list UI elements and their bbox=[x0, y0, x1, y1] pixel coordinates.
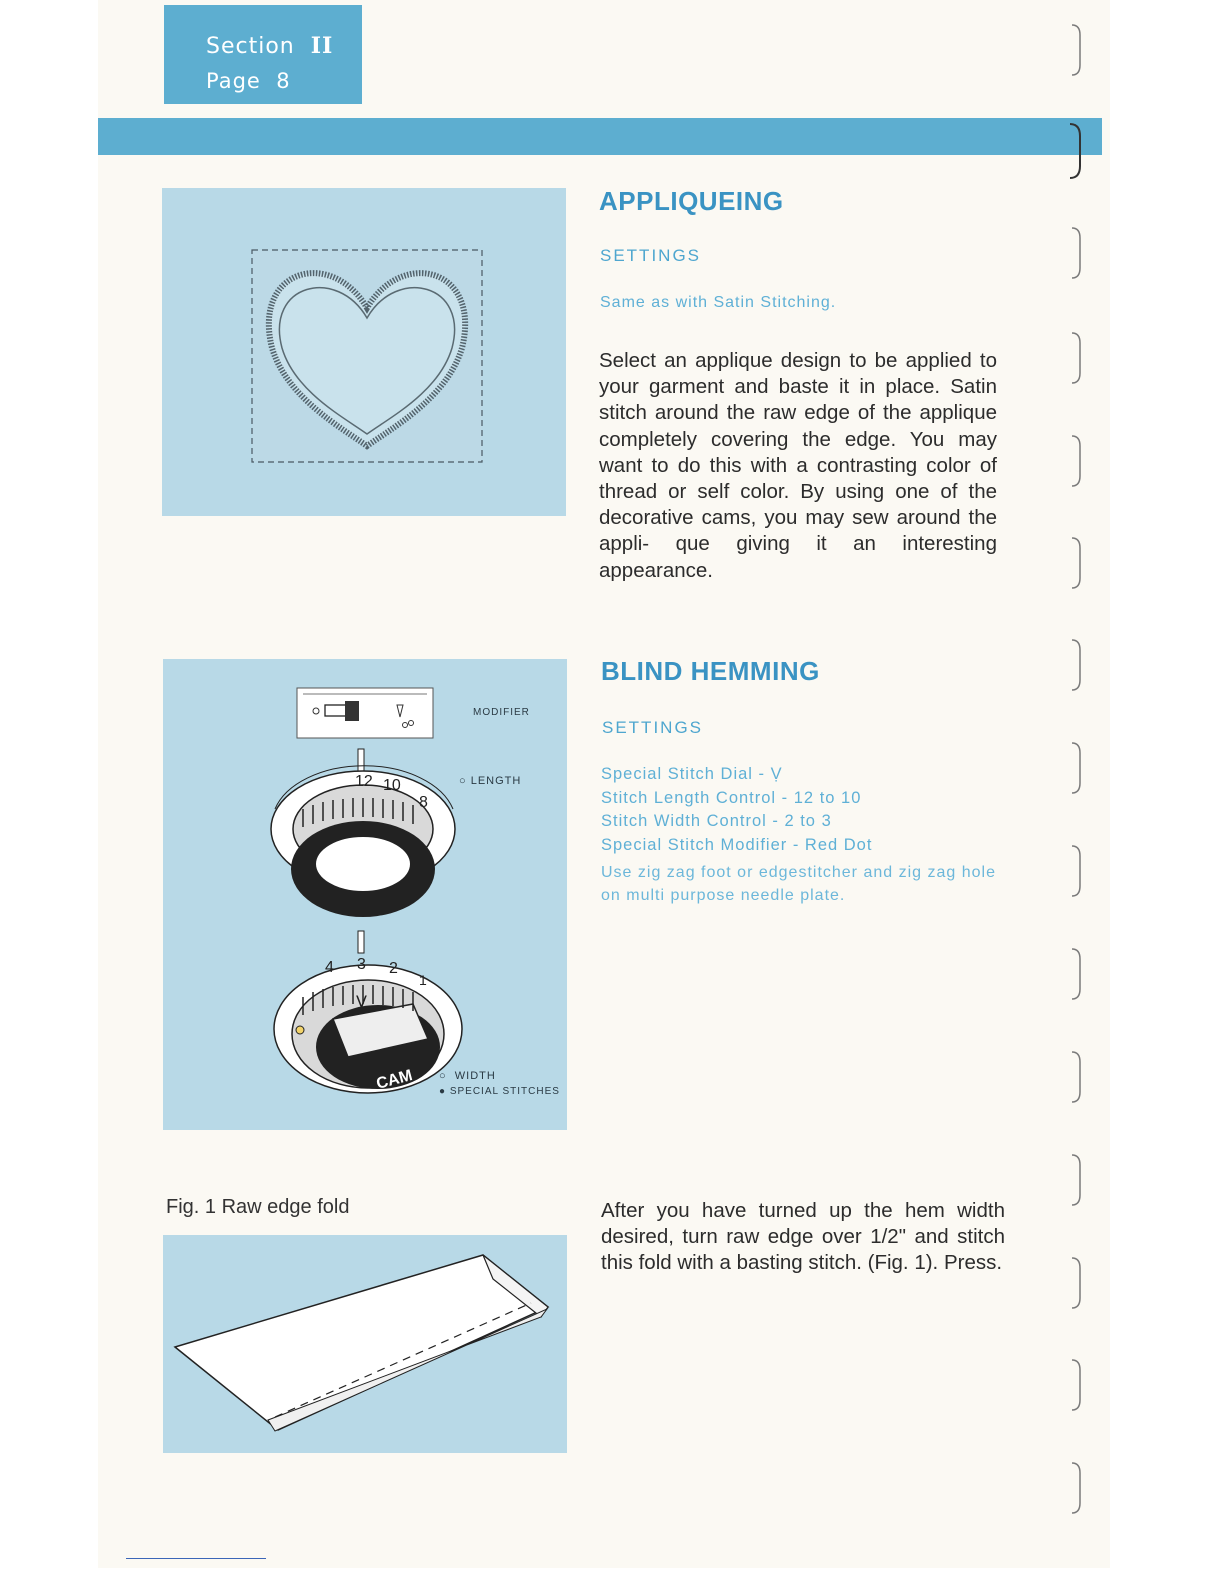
width-number-2: 2 bbox=[389, 960, 398, 977]
length-number-10: 10 bbox=[383, 777, 401, 794]
width-number-1: 1 bbox=[419, 972, 427, 988]
modifier-label: MODIFIER bbox=[473, 707, 530, 718]
appliqueing-settings-note: Same as with Satin Stitching. bbox=[600, 294, 837, 311]
setting-special-stitch-dial: Special Stitch Dial - Ṿ bbox=[601, 765, 783, 783]
setting-special-stitch-modifier: Special Stitch Modifier - Red Dot bbox=[601, 835, 873, 854]
length-number-8: 8 bbox=[419, 794, 428, 811]
appliqueing-body: Select an applique design to be applied to your garment and baste it in place. Satin stitch around the raw edge of the applique completely covering the edge. You may want to do this with a contrasting color of thread or self color. By using one of the decorative cams, you may sew around the appli- que giving it an interesting appearance. bbox=[599, 349, 997, 582]
applique-heart-figure bbox=[162, 188, 566, 516]
appliqueing-title: APPLIQUEING bbox=[599, 186, 784, 216]
fig1-caption: Fig. 1 Raw edge fold bbox=[166, 1196, 350, 1218]
blind-hemming-settings-list bbox=[601, 763, 1001, 857]
raw-edge-fold-figure bbox=[163, 1235, 567, 1453]
page-label: Page 8 bbox=[206, 69, 291, 93]
binder-edge bbox=[1050, 0, 1100, 1568]
width-label: ○ WIDTH bbox=[439, 1070, 496, 1082]
width-number-3: 3 bbox=[357, 956, 366, 973]
blind-hemming-settings-label: SETTINGS bbox=[602, 718, 704, 737]
header-band bbox=[98, 118, 1102, 155]
setting-stitch-width: Stitch Width Control - 2 to 3 bbox=[601, 812, 832, 830]
width-number-4: 4 bbox=[325, 959, 334, 976]
length-label: ○ LENGTH bbox=[459, 775, 522, 787]
stitch-glyph: Ṿ bbox=[356, 992, 367, 1011]
blind-hemming-body: After you have turned up the hem width desired, turn raw edge over 1/2" and stitch this fold with a basting stitch. (Fig. 1). Press. bbox=[601, 1199, 1005, 1275]
bottom-rule bbox=[126, 1558, 266, 1559]
special-stitches-label: ● SPECIAL STITCHES bbox=[439, 1086, 560, 1097]
blind-hemming-title: BLIND HEMMING bbox=[601, 656, 820, 686]
setting-stitch-length: Stitch Length Control - 12 to 10 bbox=[601, 788, 862, 807]
appliqueing-settings-label: SETTINGS bbox=[600, 246, 702, 265]
section-tab bbox=[164, 5, 362, 104]
dial-settings-figure bbox=[163, 659, 567, 1130]
cam-label: CAM bbox=[374, 1067, 415, 1093]
blind-hemming-use-note: Use zig zag foot or edgestitcher and zig zag hole on multi purpose needle plate. bbox=[601, 864, 996, 904]
section-label: Section II bbox=[206, 33, 334, 59]
length-number-12: 12 bbox=[355, 773, 373, 790]
